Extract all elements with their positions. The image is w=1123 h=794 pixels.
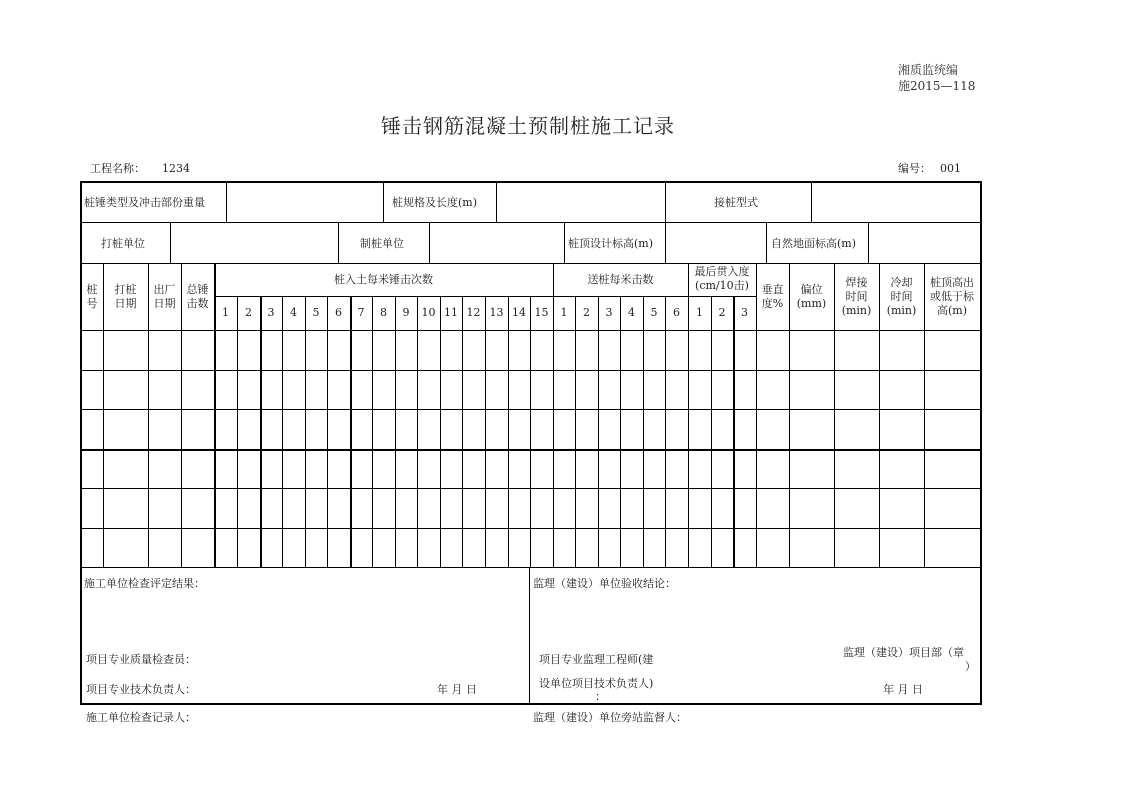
weld-time-header: 焊接 时间 (min) xyxy=(841,276,872,317)
supervisor-seal-line1: 监理（建设）项目部（章 xyxy=(843,646,964,659)
grid-vline xyxy=(80,181,82,705)
grid-vline xyxy=(305,296,306,567)
date-right: 年 月 日 xyxy=(883,683,923,696)
column-number: 5 xyxy=(650,306,658,319)
column-number: 15 xyxy=(534,306,549,319)
grid-vline xyxy=(530,296,531,567)
column-number: 8 xyxy=(380,306,387,319)
pile-spec-label: 桩规格及长度(m) xyxy=(392,196,478,209)
observer-label: 监理（建设）单位旁站监督人： xyxy=(533,711,687,724)
column-number: 12 xyxy=(466,306,481,319)
grid-vline xyxy=(485,296,486,567)
column-number: 3 xyxy=(267,306,275,319)
column-number: 6 xyxy=(673,306,680,319)
design-elevation-label: 桩顶设计标高(m) xyxy=(568,237,654,250)
column-number: 1 xyxy=(222,306,229,319)
grid-vline xyxy=(665,222,666,263)
project-name-value: 1234 xyxy=(162,162,190,175)
grid-vline xyxy=(868,222,869,263)
column-number: 2 xyxy=(718,306,726,319)
pile-no-header: 桩 号 xyxy=(86,283,98,310)
column-number: 5 xyxy=(312,306,320,319)
column-number: 7 xyxy=(357,306,365,319)
grid-vline xyxy=(462,296,463,567)
making-unit-label: 制桩单位 xyxy=(360,237,404,250)
column-number: 2 xyxy=(245,306,252,319)
serial-value: 001 xyxy=(940,162,961,175)
grid-vline xyxy=(665,296,666,567)
column-number: 10 xyxy=(421,306,436,319)
column-number: 4 xyxy=(290,306,297,319)
send-blows-header: 送桩每米击数 xyxy=(587,273,654,286)
grid-vline xyxy=(429,222,430,263)
grid-vline xyxy=(350,296,352,567)
grid-vline xyxy=(733,296,735,567)
grid-vline xyxy=(643,296,644,567)
grid-hline xyxy=(80,703,982,705)
column-number: 14 xyxy=(512,306,526,319)
column-number: 13 xyxy=(489,306,504,319)
quality-inspector-label: 项目专业质量检查员： xyxy=(86,653,196,666)
column-number: 11 xyxy=(444,306,458,319)
supervisor-seal-line2: ） xyxy=(965,660,976,673)
grid-vline xyxy=(372,296,373,567)
column-number: 2 xyxy=(583,306,590,319)
contractor-result-label: 施工单位检查评定结果： xyxy=(84,577,205,590)
final-penetration-header: 最后贯入度 (cm/10击) xyxy=(694,265,750,292)
grid-vline xyxy=(237,296,238,567)
grid-vline xyxy=(508,296,509,567)
grid-vline xyxy=(665,181,666,222)
tech-lead-label: 项目专业技术负责人： xyxy=(86,683,196,696)
grid-vline xyxy=(620,296,621,567)
grid-vline xyxy=(327,296,328,567)
grid-vline xyxy=(417,296,418,567)
grid-vline xyxy=(282,296,283,567)
grid-vline xyxy=(440,296,441,567)
grid-vline xyxy=(226,181,227,222)
factory-date-header: 出厂 日期 xyxy=(153,283,176,310)
grid-vline xyxy=(529,567,530,703)
grid-vline xyxy=(496,181,497,222)
grid-hline xyxy=(80,567,980,568)
verticality-header: 垂直 度% xyxy=(761,283,784,310)
project-name-label: 工程名称： xyxy=(90,162,145,175)
grid-vline xyxy=(766,222,767,263)
grid-vline xyxy=(170,222,171,263)
supervisor-engineer-line3: ： xyxy=(595,690,606,703)
grid-vline xyxy=(811,181,812,222)
total-blows-header: 总锤 击数 xyxy=(186,283,209,310)
column-number: 9 xyxy=(402,306,410,319)
cool-time-header: 冷却 时间 (min) xyxy=(886,276,917,317)
hammer-type-label: 桩锤类型及冲击部份重量 xyxy=(84,196,205,209)
blows-per-meter-header: 桩入土每米锤击次数 xyxy=(334,273,433,286)
grid-vline xyxy=(338,222,339,263)
date-left: 年 月 日 xyxy=(437,683,477,696)
column-number: 3 xyxy=(741,306,748,319)
grid-vline xyxy=(980,181,982,705)
supervisor-engineer-line2: 设单位项目技术负责人) xyxy=(539,677,654,690)
grid-hline xyxy=(80,181,981,183)
grid-vline xyxy=(598,296,599,567)
top-elevation-header: 桩顶高出 或低于标 高(m) xyxy=(930,276,974,317)
column-number: 4 xyxy=(628,306,635,319)
grid-vline xyxy=(575,296,576,567)
grid-vline xyxy=(383,181,384,222)
grid-vline xyxy=(260,296,262,567)
grid-vline xyxy=(395,296,396,567)
drive-date-header: 打桩 日期 xyxy=(114,283,137,310)
driving-unit-label: 打桩单位 xyxy=(101,237,145,250)
column-number: 1 xyxy=(696,306,703,319)
ground-elevation-label: 自然地面标高(m) xyxy=(771,237,857,250)
grid-vline xyxy=(711,296,712,567)
serial-label: 编号： xyxy=(898,162,931,175)
column-number: 3 xyxy=(605,306,613,319)
column-number: 6 xyxy=(335,306,342,319)
supervisor-engineer-line1: 项目专业监理工程师(建 xyxy=(539,653,654,666)
doc-code-line2: 施2015—118 xyxy=(898,79,976,93)
recorder-label: 施工单位检查记录人： xyxy=(86,711,196,724)
grid-vline xyxy=(564,222,565,263)
page-title: 锤击钢筋混凝土预制桩施工记录 xyxy=(381,114,675,138)
supervisor-result-label: 监理（建设）单位验收结论： xyxy=(533,577,676,590)
doc-code-line1: 湘质监统编 xyxy=(898,63,959,77)
joint-type-label: 接桩型式 xyxy=(714,196,758,209)
grid-hline xyxy=(80,222,980,223)
column-number: 1 xyxy=(560,306,568,319)
deviation-header: 偏位 (mm) xyxy=(796,283,827,310)
